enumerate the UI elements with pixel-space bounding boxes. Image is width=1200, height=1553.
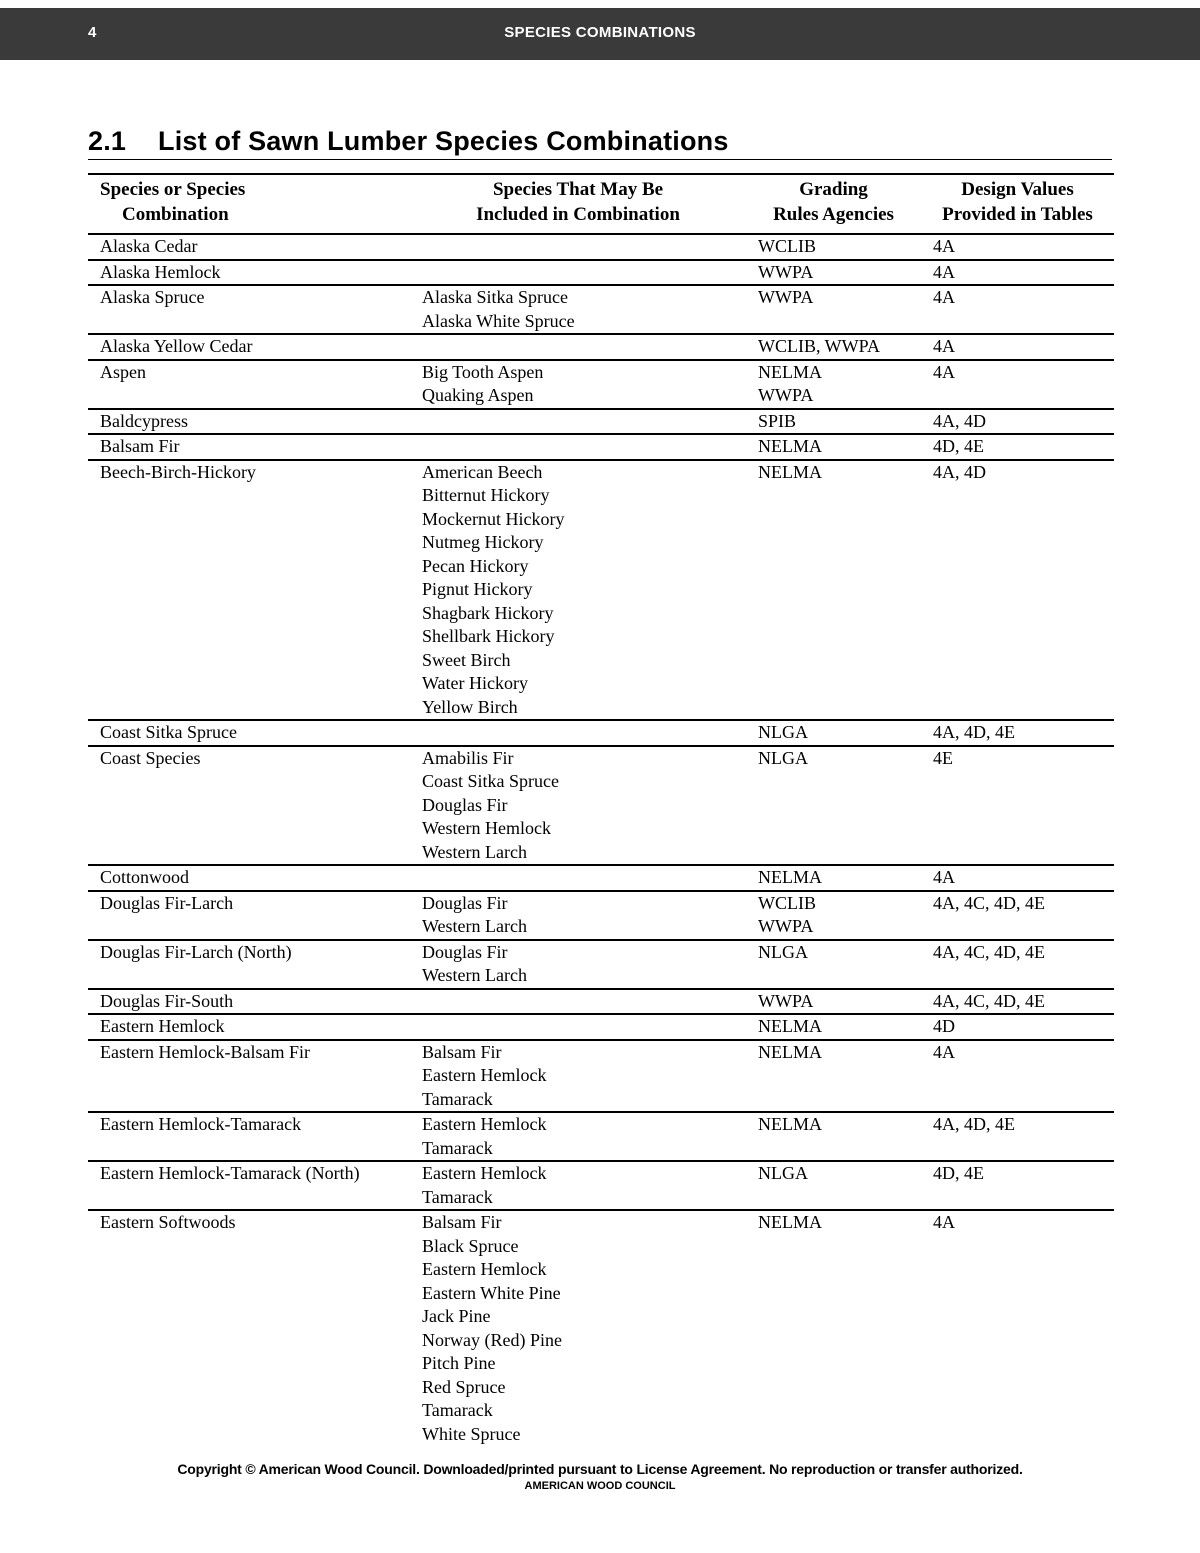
design-value-tables: 4A [933,1041,955,1062]
included-species: Eastern Hemlock [422,1259,547,1279]
included-species: Mockernut Hickory [422,508,565,529]
included-species: White Spruce [422,1423,521,1444]
design-value-tables: 4D, 4E [933,1163,984,1183]
species-name: Balsam Fir [100,436,180,456]
grading-agencies-cell [746,1161,921,1210]
included-species: Eastern Hemlock [422,1114,547,1134]
included-species: Western Larch [422,916,527,936]
table-row [88,460,1114,721]
included-species: Nutmeg Hickory [422,532,544,552]
grading-agency: WCLIB [758,892,816,913]
table-row [88,409,1114,435]
design-value-tables: 4A, 4D, 4E [933,1114,1015,1134]
species-name: Coast Species [100,747,201,768]
design-value-tables: 4A, 4D [933,410,986,431]
design-value-tables: 4A [933,336,955,356]
included-species-cell [410,234,746,260]
included-species: Water Hickory [422,673,529,693]
copyright-notice: Copyright © American Wood Council. Downloaded/printed pursuant to License Agreement. No reproduction or transfer authorized. [177,1461,1023,1477]
design-value-tables: 4E [933,747,953,768]
grading-agencies-cell [746,234,921,260]
included-species: Pignut Hickory [422,579,533,599]
grading-agency: WWPA [758,287,814,307]
table-row [88,1161,1114,1210]
included-species: Douglas Fir [422,794,508,815]
grading-agencies-cell [746,989,921,1015]
grading-agency: WCLIB, WWPA [758,336,881,356]
design-value-tables: 4D, 4E [933,436,984,456]
grading-agencies-cell [746,891,921,940]
included-species: Red Spruce [422,1376,506,1397]
included-species: Quaking Aspen [422,385,534,405]
included-species: Shellbark Hickory [422,626,555,646]
species-name: Cottonwood [100,867,190,887]
included-species: Balsam Fir [422,1212,502,1232]
grading-agency: NELMA [758,461,822,482]
species-name: Alaska Cedar [100,236,198,256]
included-species: Eastern Hemlock [422,1065,547,1085]
included-species-cell [410,1112,746,1161]
included-species-cell [410,260,746,286]
included-species-cell [410,746,746,866]
grading-agency: NELMA [758,1212,822,1232]
grading-agencies-cell [746,409,921,435]
grading-agencies-cell [746,260,921,286]
included-species: Alaska Sitka Spruce [422,287,568,307]
species-name: Douglas Fir-Larch (North) [100,941,292,962]
included-species-cell [410,865,746,891]
grading-agency: NLGA [758,722,808,742]
grading-agency: NELMA [758,867,822,887]
included-species: Tamarack [422,1400,493,1420]
table-row [88,989,1114,1015]
table-row [88,1112,1114,1161]
page-header-bar [0,8,1200,60]
species-name: Eastern Hemlock [100,1016,225,1036]
section-number: 2.1 [88,126,127,156]
column-header-tables: Design Values Provided in Tables [942,179,1093,225]
included-species-cell [410,989,746,1015]
species-name: Aspen [100,361,146,382]
table-row [88,1014,1114,1040]
included-species: Jack Pine [422,1306,491,1326]
grading-agencies-cell [746,1210,921,1446]
grading-agencies-cell [746,720,921,746]
table-row [88,720,1114,746]
included-species: Tamarack [422,1137,493,1158]
included-species-cell [410,1014,746,1040]
included-species: Coast Sitka Spruce [422,771,559,791]
table-row [88,1210,1114,1446]
grading-agencies-cell [746,940,921,989]
design-value-tables: 4A, 4C, 4D, 4E [933,990,1045,1011]
included-species-cell [410,720,746,746]
grading-agencies-cell [746,360,921,409]
page-footer [0,1461,1200,1492]
included-species-cell [410,334,746,360]
included-species: Black Spruce [422,1235,519,1256]
table-row [88,940,1114,989]
included-species: Tamarack [422,1088,493,1109]
included-species: Douglas Fir [422,892,508,913]
species-name: Douglas Fir-Larch [100,892,234,913]
grading-agency: WWPA [758,385,814,405]
included-species: Big Tooth Aspen [422,361,544,382]
table-row [88,865,1114,891]
grading-agency: NLGA [758,1163,808,1183]
included-species-cell [410,285,746,334]
included-species: Amabilis Fir [422,747,514,768]
grading-agencies-cell [746,865,921,891]
species-name: Douglas Fir-South [100,990,234,1011]
grading-agency: WWPA [758,916,814,936]
table-row [88,1040,1114,1113]
table-row [88,285,1114,334]
design-value-tables: 4A [933,287,955,307]
design-value-tables: 4A, 4C, 4D, 4E [933,892,1045,913]
design-value-tables: 4A [933,1212,955,1232]
grading-agencies-cell [746,1040,921,1113]
grading-agency: NLGA [758,747,808,768]
grading-agency: NELMA [758,436,822,456]
table-body [88,234,1114,1446]
species-name: Eastern Hemlock-Tamarack (North) [100,1163,360,1183]
design-value-tables: 4A [933,261,955,282]
grading-agency: NLGA [758,941,808,962]
organization-name: AMERICAN WOOD COUNCIL [524,1480,676,1492]
grading-agency: NELMA [758,1041,822,1062]
grading-agency: WWPA [758,261,814,282]
included-species: Western Larch [422,965,527,985]
species-name: Alaska Spruce [100,287,205,307]
included-species-cell [410,891,746,940]
grading-agencies-cell [746,746,921,866]
included-species-cell [410,460,746,721]
species-name: Eastern Softwoods [100,1212,236,1232]
grading-agency: SPIB [758,410,797,431]
species-name: Eastern Hemlock-Balsam Fir [100,1041,310,1062]
table-header-row [88,174,1114,234]
included-species: Norway (Red) Pine [422,1329,562,1350]
included-species: American Beech [422,461,543,482]
design-value-tables: 4A [933,236,955,256]
design-value-tables: 4A, 4C, 4D, 4E [933,941,1045,962]
grading-agencies-cell [746,1014,921,1040]
included-species: Yellow Birch [422,696,518,717]
grading-agency: WWPA [758,990,814,1011]
included-species-cell [410,434,746,460]
column-header-agencies: Grading Rules Agencies [773,179,894,225]
included-species-cell [410,360,746,409]
grading-agency: NELMA [758,1016,822,1036]
included-species: Douglas Fir [422,941,508,962]
design-value-tables: 4D [933,1016,955,1036]
species-name: Coast Sitka Spruce [100,722,237,742]
species-name: Baldcypress [100,410,188,431]
section-title: List of Sawn Lumber Species Combinations [158,126,729,156]
table-row [88,260,1114,286]
grading-agencies-cell [746,434,921,460]
included-species: Bitternut Hickory [422,485,550,505]
grading-agencies-cell [746,460,921,721]
grading-agencies-cell [746,334,921,360]
page-number: 4 [88,24,97,41]
included-species-cell [410,940,746,989]
included-species: Western Larch [422,841,527,862]
section-heading [88,126,729,157]
included-species: Pecan Hickory [422,555,529,576]
species-combinations-table [88,173,1114,1446]
species-name: Alaska Hemlock [100,261,221,282]
included-species-cell [410,1040,746,1113]
grading-agency: NELMA [758,361,822,382]
table-row [88,434,1114,460]
included-species-cell [410,409,746,435]
table-row [88,334,1114,360]
included-species: Alaska White Spruce [422,310,575,331]
included-species: Eastern Hemlock [422,1163,547,1183]
design-value-tables: 4A [933,867,955,887]
column-header-included: Species That May Be Included in Combination [476,179,680,225]
included-species: Sweet Birch [422,649,511,670]
included-species: Tamarack [422,1186,493,1207]
title-rule [88,159,1112,160]
grading-agency: WCLIB [758,236,816,256]
design-value-tables: 4A, 4D [933,461,986,482]
grading-agencies-cell [746,285,921,334]
included-species: Shagbark Hickory [422,602,554,623]
included-species: Western Hemlock [422,818,552,838]
species-name: Eastern Hemlock-Tamarack [100,1114,302,1134]
table-row [88,891,1114,940]
included-species: Eastern White Pine [422,1282,561,1303]
column-header-species: Species or Species Combination [100,179,246,225]
species-name: Alaska Yellow Cedar [100,336,253,356]
species-name: Beech-Birch-Hickory [100,461,256,482]
table-row [88,746,1114,866]
included-species-cell [410,1161,746,1210]
included-species-cell [410,1210,746,1446]
running-header-title: SPECIES COMBINATIONS [504,24,696,41]
table-row [88,360,1114,409]
grading-agency: NELMA [758,1114,822,1134]
design-value-tables: 4A, 4D, 4E [933,722,1015,742]
included-species: Balsam Fir [422,1041,502,1062]
table-row [88,234,1114,260]
design-value-tables: 4A [933,361,955,382]
grading-agencies-cell [746,1112,921,1161]
included-species: Pitch Pine [422,1353,496,1373]
